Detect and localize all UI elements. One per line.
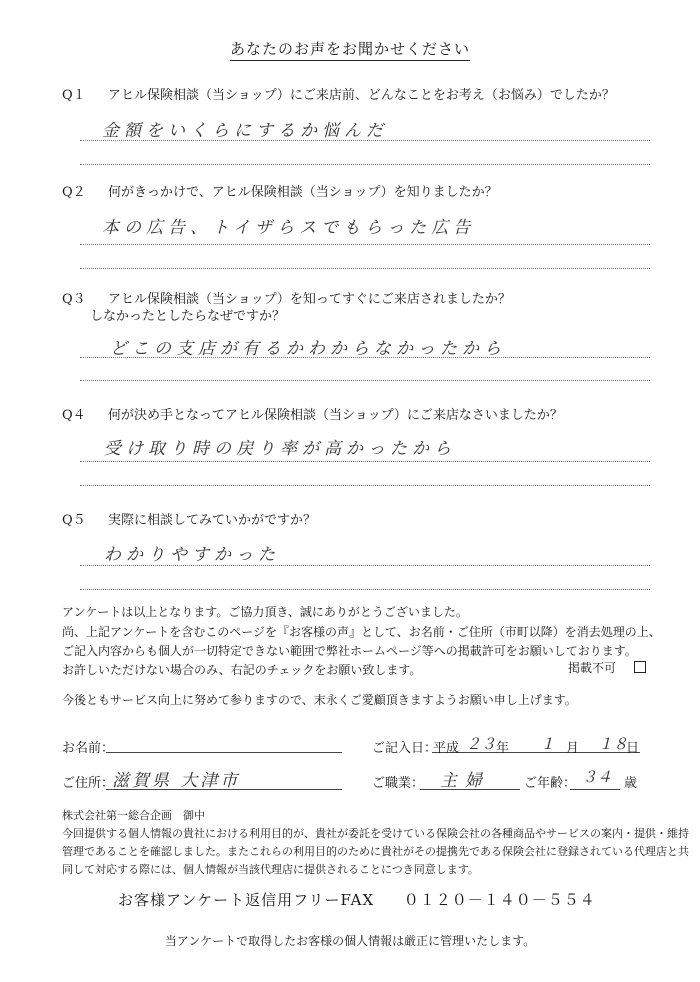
question-5 — [62, 509, 316, 528]
answer-line — [80, 244, 650, 245]
question-number: Q４ — [62, 408, 86, 423]
question-1 — [62, 84, 615, 103]
opt-out-checkbox[interactable] — [634, 661, 646, 673]
question-3-sub: しなかったとしたらなぜですか？ — [90, 309, 286, 324]
privacy-footer: 当アンケートで取得したお客様の個人情報は厳正に管理いたします。 — [164, 934, 536, 948]
question-text: 何がきっかけで、アヒル保険相談（当ショップ）を知りましたか？ — [108, 185, 498, 200]
date-day[interactable]: １８ — [598, 735, 629, 753]
question-text: アヒル保険相談（当ショップ）にご来店前、どんなことをお考え（お悩み）でしたか？ — [108, 88, 615, 103]
company-addressee: 株式会社第一総合企画 御中 — [62, 809, 205, 822]
age-label: ご年齢： — [524, 776, 577, 791]
fax-number: ０１２０－１４０－５５４ — [403, 891, 596, 909]
answer-5[interactable]: わかりやすかった — [104, 545, 280, 565]
day-unit: 日 — [626, 741, 640, 756]
question-text: 何が決め手となってアヒル保険相談（当ショップ）にご来店なさいましたか？ — [108, 408, 563, 423]
answer-line — [80, 268, 650, 269]
answer-line — [80, 565, 650, 566]
name-field[interactable] — [106, 752, 342, 753]
year-unit: 年 — [496, 741, 510, 756]
notice-line-4: お許しいただけない場合のみ、右記のチェックをお願い致します。 — [62, 663, 422, 677]
month-unit: 月 — [566, 741, 580, 756]
closing-message: 今後ともサービス向上に努めて参りますので、末永くご愛顧頂きますようお願い申し上げます。 — [62, 693, 577, 707]
question-2 — [62, 181, 498, 200]
age-unit: 歳 — [624, 776, 638, 791]
question-text: 実際に相談してみていかがですか？ — [108, 513, 317, 528]
opt-out-label: 掲載不可 — [568, 661, 617, 675]
date-month[interactable]: １ — [540, 735, 556, 753]
answer-line — [80, 164, 650, 165]
question-text: アヒル保険相談（当ショップ）を知ってすぐにご来店されましたか？ — [108, 292, 511, 307]
answer-line — [80, 140, 650, 141]
consent-line-3: 同して対応する際には、個人情報が当該代理店に提供されることにつき同意します。 — [62, 863, 479, 876]
question-number: Q２ — [62, 185, 86, 200]
address-label: ご住所： — [62, 776, 115, 791]
answer-2[interactable]: 本の広告、トイザらスでもらった広告 — [102, 218, 476, 238]
question-number: Q１ — [62, 88, 86, 103]
answer-1[interactable]: 金額をいくらにするか悩んだ — [102, 121, 388, 141]
fax-section — [118, 889, 596, 910]
answer-line — [80, 461, 650, 462]
notice-line-1: アンケートは以上となります。ご協力頂き、誠にありがとうございました。 — [62, 605, 468, 619]
answer-line — [80, 357, 650, 358]
occupation-label: ご職業： — [372, 776, 425, 791]
answer-line — [80, 589, 650, 590]
date-year[interactable]: ２３ — [466, 735, 497, 753]
opt-out — [568, 660, 646, 677]
age-value[interactable]: ３４ — [582, 768, 613, 786]
name-label: お名前： — [62, 741, 115, 756]
address-value[interactable]: 滋賀県 大津市 — [112, 771, 241, 791]
notice-line-3: ご記入内容からも個人が一切特定できない範囲で弊社ホームページ等への掲載許可をお願いしております。 — [62, 644, 637, 658]
fax-label: お客様アンケート返信用フリーFAX — [118, 891, 375, 909]
date-label: ご記入日： — [372, 741, 438, 756]
question-number: Q３ — [62, 292, 86, 307]
answer-4[interactable]: 受け取り時の戻り率が高かったから — [104, 439, 456, 459]
consent-line-1: 今回提供する個人情報の貴社における利用目的が、貴社が委託を受けている保険会社の各種商品やサービスの案内・提供・維持 — [62, 827, 689, 840]
answer-line — [80, 380, 650, 381]
age-underline — [570, 789, 620, 790]
question-number: Q５ — [62, 513, 86, 528]
notice-line-2: 尚、上記アンケートを含むこのページを『お客様の声』として、お名前・ご住所（市町以降）を消去処理の上、 — [62, 625, 661, 639]
consent-line-2: 管理であることを確認しました。またこれらの利用目的のために貴社がその提携先である保険会社に登録されている代理店と共 — [62, 845, 689, 858]
answer-3[interactable]: どこの支店が有るかわからなかったから — [110, 339, 506, 359]
occupation-value[interactable]: 主婦 — [440, 771, 490, 791]
page-title: あなたのお声をお聞かせください — [0, 38, 700, 59]
date-era: 平成 — [433, 741, 460, 756]
answer-line — [80, 485, 650, 486]
question-4 — [62, 404, 563, 423]
